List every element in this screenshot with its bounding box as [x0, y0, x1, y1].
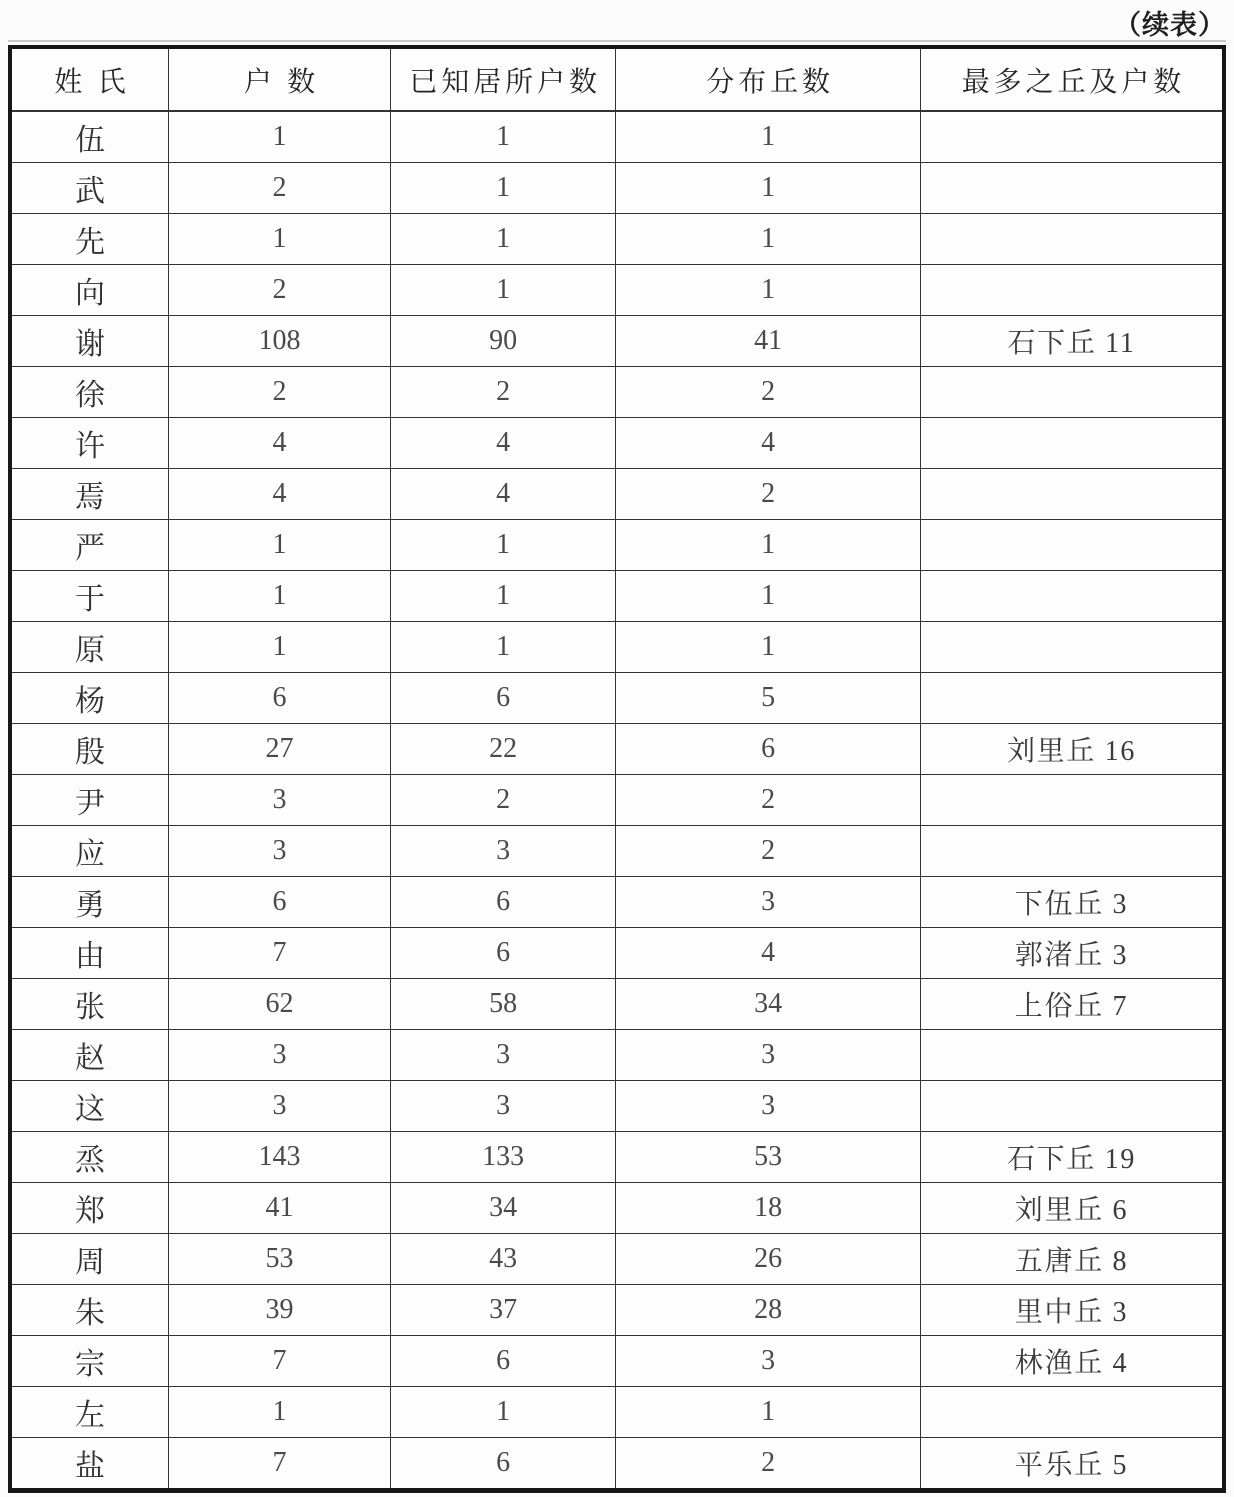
table-wrap: [8, 40, 1226, 1493]
surname-cell: 朱: [10, 1284, 168, 1335]
surname-cell: 于: [10, 570, 168, 621]
mound-count-cell: 1: [616, 111, 921, 163]
known-residence-cell: 22: [391, 723, 616, 774]
mound-count-cell: 3: [616, 1029, 921, 1080]
column-header-top-mound-households: 最多之丘及户数: [920, 47, 1224, 111]
surname-cell: 原: [10, 621, 168, 672]
mound-count-cell: 1: [616, 519, 921, 570]
known-residence-cell: 3: [391, 1029, 616, 1080]
known-residence-cell: 1: [391, 265, 616, 316]
table-row: [10, 1029, 1224, 1080]
column-header-households: 户数: [168, 47, 390, 111]
column-header-mound-count: 分布丘数: [616, 47, 921, 111]
top-mound-cell: [920, 111, 1224, 163]
table-row: [10, 468, 1224, 519]
table-row: [10, 774, 1224, 825]
mound-count-cell: 3: [616, 876, 921, 927]
mound-count-cell: 1: [616, 265, 921, 316]
households-cell: 1: [168, 111, 390, 163]
top-mound-cell: [920, 1080, 1224, 1131]
mound-count-cell: 2: [616, 774, 921, 825]
mound-count-cell: 6: [616, 723, 921, 774]
mound-count-cell: 28: [616, 1284, 921, 1335]
households-cell: 41: [168, 1182, 390, 1233]
table-row: [10, 1335, 1224, 1386]
mound-count-cell: 2: [616, 366, 921, 417]
households-cell: 6: [168, 876, 390, 927]
known-residence-cell: 1: [391, 214, 616, 265]
table-row: [10, 1233, 1224, 1284]
table-row: [10, 1284, 1224, 1335]
top-mound-cell: [920, 825, 1224, 876]
known-residence-cell: 6: [391, 1437, 616, 1490]
table-row: [10, 1182, 1224, 1233]
mound-count-cell: 26: [616, 1233, 921, 1284]
table-row: [10, 366, 1224, 417]
table-row: [10, 1131, 1224, 1182]
table-row: [10, 265, 1224, 316]
top-mound-cell: [920, 774, 1224, 825]
known-residence-cell: 3: [391, 1080, 616, 1131]
continuation-note: （续表）: [1114, 10, 1226, 40]
surname-cell: 许: [10, 417, 168, 468]
surname-cell: 尹: [10, 774, 168, 825]
households-cell: 4: [168, 468, 390, 519]
table-row: [10, 163, 1224, 214]
known-residence-cell: 6: [391, 876, 616, 927]
top-mound-cell: [920, 163, 1224, 214]
known-residence-cell: 90: [391, 316, 616, 367]
households-cell: 1: [168, 1386, 390, 1437]
table-row: [10, 978, 1224, 1029]
table-body: [10, 111, 1224, 1491]
known-residence-cell: 2: [391, 774, 616, 825]
households-cell: 7: [168, 1335, 390, 1386]
surname-cell: 殷: [10, 723, 168, 774]
households-cell: 1: [168, 570, 390, 621]
mound-count-cell: 53: [616, 1131, 921, 1182]
known-residence-cell: 2: [391, 366, 616, 417]
surname-cell: 左: [10, 1386, 168, 1437]
households-cell: 3: [168, 1080, 390, 1131]
households-cell: 27: [168, 723, 390, 774]
top-mound-cell: 石下丘 11: [920, 316, 1224, 367]
mound-count-cell: 1: [616, 570, 921, 621]
mound-count-cell: 4: [616, 927, 921, 978]
households-cell: 2: [168, 163, 390, 214]
table-row: [10, 1386, 1224, 1437]
top-mound-cell: [920, 468, 1224, 519]
surname-cell: 向: [10, 265, 168, 316]
known-residence-cell: 1: [391, 163, 616, 214]
surname-distribution-table: [8, 45, 1226, 1493]
surname-cell: 谢: [10, 316, 168, 367]
top-mound-cell: 石下丘 19: [920, 1131, 1224, 1182]
surname-cell: 烝: [10, 1131, 168, 1182]
table-row: [10, 111, 1224, 163]
surname-cell: 武: [10, 163, 168, 214]
table-row: [10, 825, 1224, 876]
mound-count-cell: 1: [616, 621, 921, 672]
households-cell: 3: [168, 774, 390, 825]
surname-cell: 这: [10, 1080, 168, 1131]
table-row: [10, 1080, 1224, 1131]
table-row: [10, 672, 1224, 723]
surname-cell: 张: [10, 978, 168, 1029]
households-cell: 62: [168, 978, 390, 1029]
surname-cell: 赵: [10, 1029, 168, 1080]
surname-cell: 伍: [10, 111, 168, 163]
surname-cell: 严: [10, 519, 168, 570]
top-mound-cell: 刘里丘 6: [920, 1182, 1224, 1233]
known-residence-cell: 4: [391, 417, 616, 468]
surname-cell: 郑: [10, 1182, 168, 1233]
known-residence-cell: 1: [391, 570, 616, 621]
known-residence-cell: 1: [391, 621, 616, 672]
surname-cell: 焉: [10, 468, 168, 519]
surname-cell: 徐: [10, 366, 168, 417]
mound-count-cell: 18: [616, 1182, 921, 1233]
households-cell: 7: [168, 1437, 390, 1490]
top-mound-cell: [920, 519, 1224, 570]
known-residence-cell: 6: [391, 927, 616, 978]
top-mound-cell: [920, 1029, 1224, 1080]
households-cell: 53: [168, 1233, 390, 1284]
households-cell: 39: [168, 1284, 390, 1335]
households-cell: 108: [168, 316, 390, 367]
top-mound-cell: 林渔丘 4: [920, 1335, 1224, 1386]
top-mound-cell: [920, 672, 1224, 723]
top-mound-cell: [920, 570, 1224, 621]
households-cell: 3: [168, 1029, 390, 1080]
table-row: [10, 723, 1224, 774]
known-residence-cell: 1: [391, 1386, 616, 1437]
top-mound-cell: [920, 417, 1224, 468]
mound-count-cell: 2: [616, 468, 921, 519]
surname-cell: 盐: [10, 1437, 168, 1490]
top-mound-cell: [920, 1386, 1224, 1437]
surname-cell: 周: [10, 1233, 168, 1284]
mound-count-cell: 41: [616, 316, 921, 367]
top-mound-cell: [920, 214, 1224, 265]
table-header: [10, 47, 1224, 111]
known-residence-cell: 6: [391, 672, 616, 723]
mound-count-cell: 2: [616, 1437, 921, 1490]
top-mound-cell: 平乐丘 5: [920, 1437, 1224, 1490]
top-mound-cell: 刘里丘 16: [920, 723, 1224, 774]
known-residence-cell: 133: [391, 1131, 616, 1182]
surname-cell: 宗: [10, 1335, 168, 1386]
table-row: [10, 570, 1224, 621]
households-cell: 7: [168, 927, 390, 978]
mound-count-cell: 1: [616, 163, 921, 214]
households-cell: 1: [168, 621, 390, 672]
header-row: [10, 47, 1224, 111]
table-row: [10, 214, 1224, 265]
top-mound-cell: 郭渚丘 3: [920, 927, 1224, 978]
households-cell: 6: [168, 672, 390, 723]
mound-count-cell: 5: [616, 672, 921, 723]
known-residence-cell: 3: [391, 825, 616, 876]
column-header-known-residence-households: 已知居所户数: [391, 47, 616, 111]
table-row: [10, 417, 1224, 468]
top-mound-cell: 里中丘 3: [920, 1284, 1224, 1335]
top-mound-cell: [920, 366, 1224, 417]
table-row: [10, 1437, 1224, 1490]
mound-count-cell: 3: [616, 1080, 921, 1131]
known-residence-cell: 4: [391, 468, 616, 519]
households-cell: 1: [168, 519, 390, 570]
table-row: [10, 316, 1224, 367]
table-row: [10, 927, 1224, 978]
households-cell: 4: [168, 417, 390, 468]
table-row: [10, 621, 1224, 672]
known-residence-cell: 1: [391, 111, 616, 163]
mound-count-cell: 3: [616, 1335, 921, 1386]
top-mound-cell: 五唐丘 8: [920, 1233, 1224, 1284]
households-cell: 2: [168, 366, 390, 417]
table-row: [10, 519, 1224, 570]
surname-cell: 先: [10, 214, 168, 265]
surname-cell: 勇: [10, 876, 168, 927]
top-mound-cell: [920, 265, 1224, 316]
top-mound-cell: 上俗丘 7: [920, 978, 1224, 1029]
table-row: [10, 876, 1224, 927]
known-residence-cell: 43: [391, 1233, 616, 1284]
known-residence-cell: 58: [391, 978, 616, 1029]
known-residence-cell: 37: [391, 1284, 616, 1335]
surname-cell: 应: [10, 825, 168, 876]
mound-count-cell: 4: [616, 417, 921, 468]
surname-cell: 杨: [10, 672, 168, 723]
households-cell: 1: [168, 214, 390, 265]
mound-count-cell: 34: [616, 978, 921, 1029]
column-header-surname: 姓氏: [10, 47, 168, 111]
known-residence-cell: 34: [391, 1182, 616, 1233]
top-mound-cell: [920, 621, 1224, 672]
households-cell: 3: [168, 825, 390, 876]
known-residence-cell: 1: [391, 519, 616, 570]
surname-cell: 由: [10, 927, 168, 978]
mound-count-cell: 2: [616, 825, 921, 876]
households-cell: 143: [168, 1131, 390, 1182]
top-mound-cell: 下伍丘 3: [920, 876, 1224, 927]
known-residence-cell: 6: [391, 1335, 616, 1386]
households-cell: 2: [168, 265, 390, 316]
mound-count-cell: 1: [616, 1386, 921, 1437]
mound-count-cell: 1: [616, 214, 921, 265]
